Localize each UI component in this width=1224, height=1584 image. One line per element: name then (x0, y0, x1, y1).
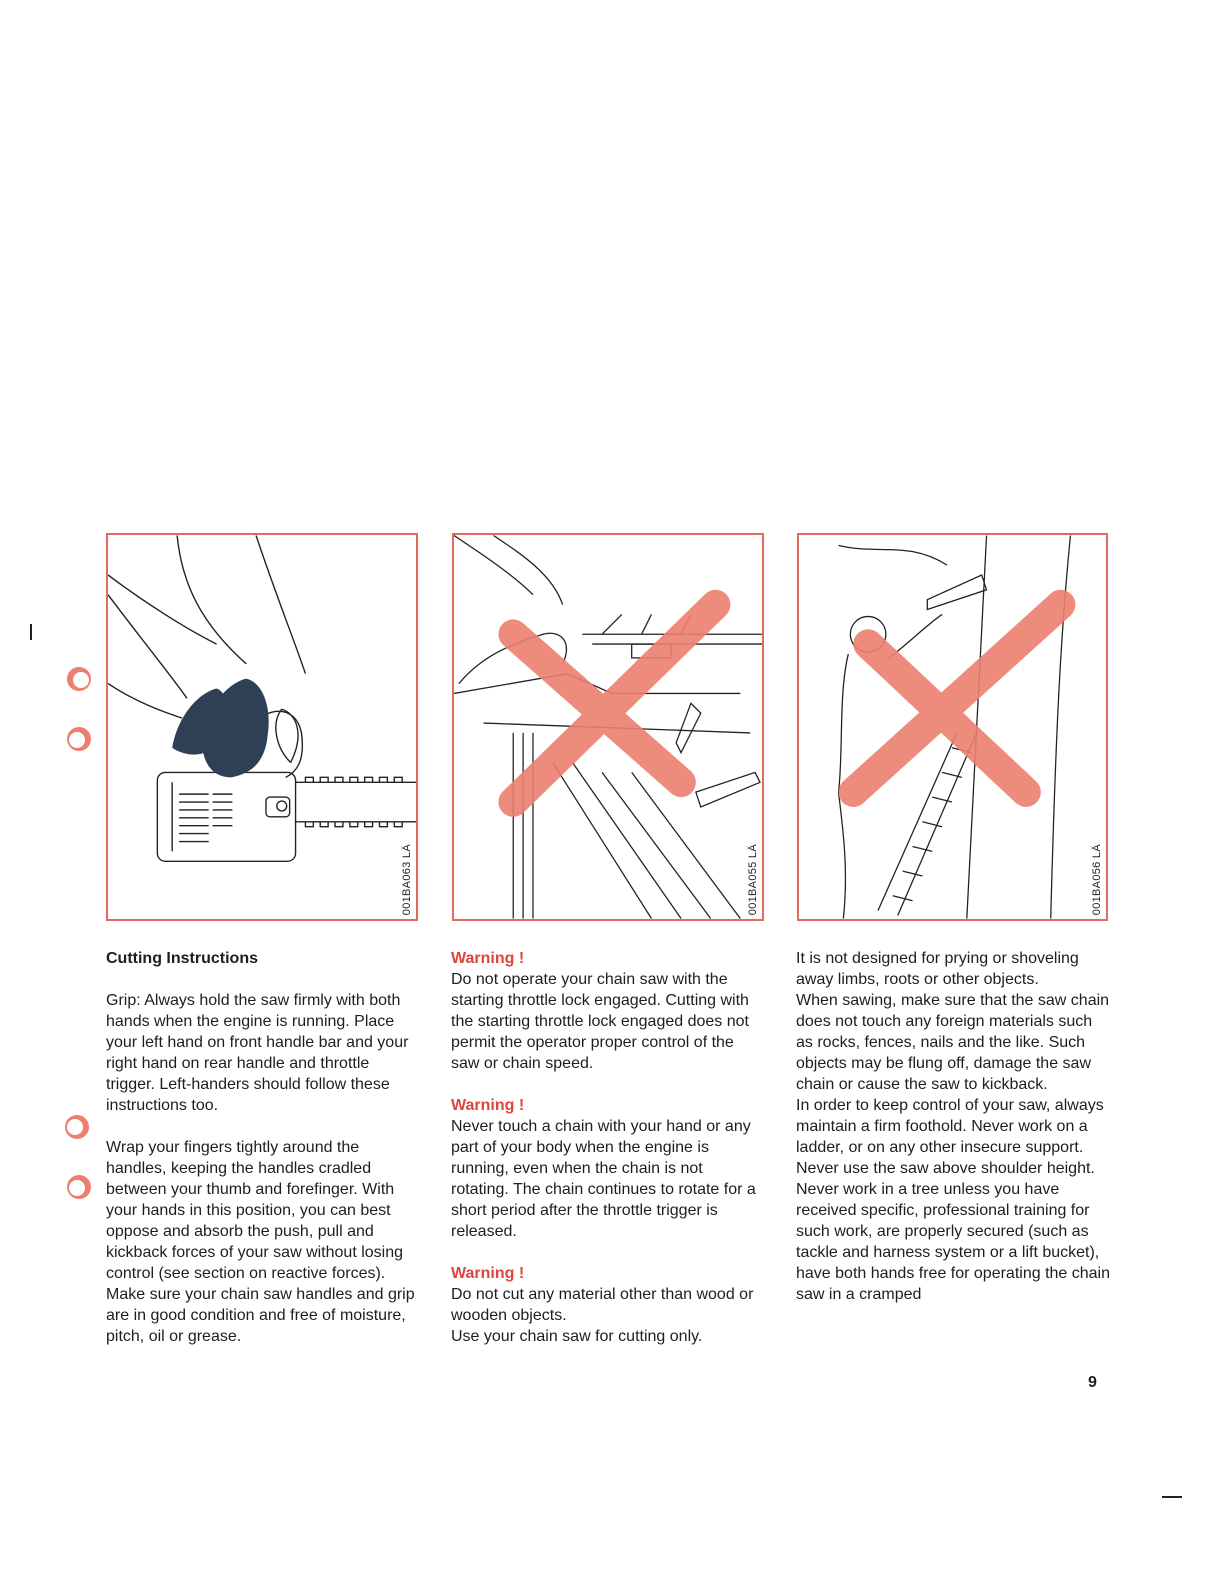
warning-title: Warning ! (451, 1265, 525, 1282)
hand-icon (64, 1114, 90, 1140)
figure-throttle-lock-warning (452, 533, 764, 921)
warning-text: Never touch a chain with your hand or any part of your body when the engine is running, even when the chain is not rotating. The chain continues to rotate for a short period after the throttle trigger is released. (451, 1118, 756, 1240)
margin-mark (30, 624, 32, 640)
body-paragraph: It is not designed for prying or shoveling away limbs, roots or other objects. (796, 950, 1079, 988)
grip-paragraph: Grip: Always hold the saw firmly with both hands when the engine is running. Place your left hand on front handle bar and your right hand on rear handle and throttle trigger. Left-handers should follow these instructions too. (106, 992, 409, 1114)
body-paragraph: When sawing, make sure that the saw chain does not touch any foreign materials such as rocks, fences, nails and the like. Such objects may be flung off, damage the saw chain or cause the saw to kickback. (796, 992, 1110, 1093)
warning-title: Warning ! (451, 1097, 525, 1114)
column-continued-instructions (796, 948, 1112, 1305)
column-cutting-instructions (106, 948, 418, 1347)
ladder-illustration (799, 535, 1106, 919)
warning-text: Do not operate your chain saw with the starting throttle lock engaged. Cutting with the starting throttle lock engaged does not permit the operator proper control of the saw or chain speed. (451, 971, 749, 1072)
warning-title: Warning ! (451, 950, 525, 967)
wrap-fingers-paragraph: Wrap your fingers tightly around the handles, keeping the handles cradled between your thumb and forefinger. With your hands in this position, you can best oppose and absorb the push, pull and kickback forces of your saw without losing control (see section on reactive forces). Make sure your chain saw handles and grip are in good condition and free of moisture, pitch, oil or grease. (106, 1139, 415, 1345)
throttle-lock-illustration (454, 535, 762, 919)
figure-code: 001BA063 LÄ (401, 843, 413, 915)
hand-icon (66, 666, 92, 692)
figure-two-hand-grip (106, 533, 418, 921)
margin-mark (1162, 1496, 1182, 1498)
section-heading: Cutting Instructions (106, 950, 258, 967)
page-number: 9 (1088, 1374, 1097, 1391)
body-paragraph: Never work in a tree unless you have received specific, professional training for such work, are properly secured (such as tackle and harness system or a lift bucket), have both hands free for operating the chain saw in a cramped (796, 1181, 1110, 1303)
figure-code: 001BA055 LÄ (747, 843, 759, 915)
body-paragraph: In order to keep control of your saw, always maintain a firm foothold. Never work on a ladder, or on any other insecure support. Never use the saw above shoulder height. (796, 1097, 1104, 1177)
hand-icon (66, 726, 92, 752)
column-warnings (451, 948, 763, 1347)
hand-icon (66, 1174, 92, 1200)
grip-illustration (108, 535, 416, 919)
warning-text: Use your chain saw for cutting only. (451, 1328, 703, 1345)
figure-ladder-warning (797, 533, 1108, 921)
figure-code: 001BA056 LÄ (1091, 843, 1103, 915)
warning-text: Do not cut any material other than wood or wooden objects. (451, 1286, 754, 1324)
